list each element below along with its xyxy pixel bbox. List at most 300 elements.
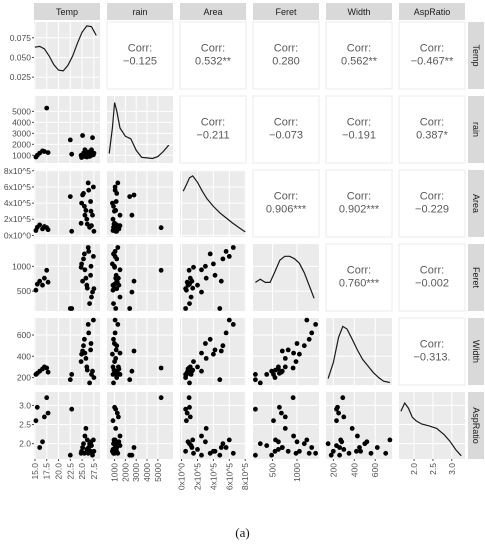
data-point: [187, 381, 192, 386]
data-point: [92, 449, 97, 454]
data-point: [114, 348, 119, 353]
data-point: [283, 365, 288, 370]
data-point: [130, 453, 135, 458]
data-point: [113, 407, 118, 412]
corr-value: 0.760***: [338, 277, 380, 290]
data-point: [183, 407, 188, 412]
corr-label: Corr:: [346, 190, 372, 203]
column-strip-label-Feret: Feret: [275, 7, 297, 17]
data-point: [309, 445, 314, 450]
data-point: [334, 418, 339, 423]
x-tick-label: 6x10^5: [224, 463, 235, 491]
data-point: [302, 343, 307, 348]
x-tick-label: 5000: [152, 463, 163, 482]
data-point: [84, 426, 89, 431]
data-point: [111, 301, 116, 306]
data-point: [213, 449, 218, 454]
corr-label: Corr:: [419, 264, 445, 277]
data-point: [279, 411, 284, 416]
data-point: [199, 267, 204, 272]
data-point: [82, 337, 87, 342]
data-point: [91, 254, 96, 259]
data-point: [37, 279, 42, 284]
data-point: [199, 453, 204, 458]
row-strip-label-Temp: Temp: [471, 44, 481, 67]
x-tick-label: 25.0: [77, 463, 88, 480]
data-point: [294, 359, 299, 364]
data-point: [277, 405, 282, 410]
data-point: [111, 225, 116, 230]
data-point: [295, 341, 300, 346]
y-tick-label: 4000: [12, 117, 31, 128]
y-tick-label: 2000: [12, 139, 31, 150]
data-point: [79, 262, 84, 267]
data-point: [113, 318, 118, 323]
data-point: [86, 188, 91, 193]
data-point: [286, 348, 291, 353]
data-point: [42, 415, 47, 420]
data-point: [111, 418, 116, 423]
data-point: [89, 295, 94, 300]
data-point: [118, 223, 123, 228]
corr-label: Corr:: [419, 338, 445, 351]
data-point: [369, 451, 374, 456]
data-point: [92, 151, 97, 156]
data-point: [189, 372, 194, 377]
y-tick-label: 2.5: [19, 419, 31, 430]
corr-value: 0.906***: [265, 203, 307, 216]
data-point: [89, 223, 94, 228]
corr-value: 0.562**: [340, 55, 378, 68]
data-point: [89, 341, 94, 346]
data-point: [231, 322, 236, 327]
data-point: [85, 286, 90, 291]
data-point: [227, 438, 232, 443]
x-tick-label: 2.5: [427, 463, 438, 475]
data-point: [83, 267, 88, 272]
data-point: [82, 204, 87, 209]
x-tick-label: 17.5: [41, 463, 52, 480]
data-point: [42, 276, 47, 281]
data-point: [85, 368, 90, 373]
data-point: [326, 441, 331, 446]
data-point: [116, 365, 121, 370]
data-point: [88, 199, 93, 204]
data-point: [189, 295, 194, 300]
y-tick-label: 8x10^5: [3, 165, 31, 176]
data-point: [217, 453, 222, 458]
x-tick-label: 600: [370, 463, 381, 478]
data-point: [111, 337, 116, 342]
corr-label: Corr:: [273, 190, 299, 203]
data-point: [295, 439, 300, 444]
data-point: [224, 249, 229, 254]
data-point: [273, 375, 278, 380]
column-strip-label-Area: Area: [203, 7, 223, 17]
corr-label: Corr:: [419, 116, 445, 129]
data-point: [199, 351, 204, 356]
data-point: [113, 185, 118, 190]
corr-label: Corr:: [419, 190, 445, 203]
x-tick-label: 4000: [142, 463, 153, 482]
data-point: [115, 181, 120, 186]
data-point: [227, 318, 232, 323]
data-point: [82, 252, 87, 257]
data-point: [114, 375, 119, 380]
data-point: [92, 375, 97, 380]
y-tick-label: 2x10^5: [3, 214, 31, 225]
data-point: [91, 185, 96, 190]
data-point: [189, 443, 194, 448]
corr-value: 0.532**: [194, 55, 232, 68]
x-tick-label: 1000: [292, 463, 302, 482]
data-point: [307, 337, 312, 342]
data-point: [132, 349, 137, 354]
data-point: [159, 366, 164, 371]
data-point: [132, 193, 137, 198]
data-point: [113, 331, 118, 336]
data-point: [190, 438, 195, 443]
data-point: [213, 273, 218, 278]
data-point: [337, 453, 342, 458]
data-point: [208, 252, 213, 257]
data-point: [86, 331, 91, 336]
data-point: [90, 213, 95, 218]
data-point: [44, 106, 49, 111]
data-point: [69, 229, 74, 234]
x-tick-label: 15.0: [29, 463, 40, 480]
data-point: [350, 426, 355, 431]
data-point: [111, 217, 116, 222]
panel-bg-Temp-Temp: [34, 22, 100, 89]
data-point: [114, 286, 119, 291]
data-point: [183, 449, 188, 454]
data-point: [80, 133, 85, 138]
data-point: [341, 447, 346, 452]
data-point: [283, 426, 288, 431]
data-point: [44, 366, 49, 371]
row-strip-label-AspRatio: AspRatio: [471, 407, 481, 444]
data-point: [253, 453, 258, 458]
data-point: [231, 451, 236, 456]
corr-value: −0.313.: [413, 351, 451, 364]
corr-value: −0.211: [196, 129, 230, 142]
data-point: [35, 405, 40, 410]
corr-value: −0.125: [123, 55, 157, 68]
data-point: [211, 262, 216, 267]
data-point: [283, 415, 288, 420]
x-tick-label: 0x10^0: [176, 463, 187, 491]
column-strip-label-Temp: Temp: [55, 7, 79, 17]
row-strip-label-Width: Width: [471, 339, 481, 364]
data-point: [84, 217, 89, 222]
data-point: [313, 451, 318, 456]
data-point: [334, 407, 339, 412]
data-point: [88, 273, 93, 278]
corr-value: 0.280: [272, 55, 300, 68]
data-point: [291, 351, 296, 356]
data-point: [46, 370, 51, 375]
data-point: [37, 223, 42, 228]
data-point: [297, 449, 302, 454]
x-tick-label: 2.0: [409, 463, 420, 475]
panel-bg-Width-Feret: [253, 318, 319, 385]
data-point: [221, 257, 226, 262]
data-point: [127, 194, 132, 199]
data-point: [40, 283, 45, 288]
data-point: [130, 369, 135, 374]
data-point: [355, 434, 360, 439]
data-point: [81, 343, 86, 348]
data-point: [217, 306, 222, 311]
x-tick-label: 500: [267, 463, 278, 478]
data-point: [221, 441, 226, 446]
data-point: [112, 368, 117, 373]
data-point: [283, 356, 288, 361]
corr-label: Corr:: [127, 42, 153, 55]
y-tick-label: 400: [16, 351, 31, 362]
data-point: [331, 449, 336, 454]
data-point: [89, 443, 94, 448]
data-point: [269, 453, 274, 458]
y-tick-label: 500: [16, 286, 31, 297]
data-point: [217, 377, 222, 382]
data-point: [90, 369, 95, 374]
data-point: [118, 213, 123, 218]
data-point: [204, 356, 209, 361]
data-point: [183, 286, 188, 291]
data-point: [297, 352, 302, 357]
data-point: [112, 264, 117, 269]
corr-label: Corr:: [200, 116, 226, 129]
data-point: [92, 286, 97, 291]
data-point: [37, 445, 42, 450]
column-strip-label-AspRatio: AspRatio: [413, 7, 451, 17]
data-point: [91, 438, 96, 443]
data-point: [338, 438, 343, 443]
data-point: [113, 254, 118, 259]
corr-label: Corr:: [346, 42, 372, 55]
data-point: [191, 265, 196, 270]
data-point: [291, 434, 296, 439]
data-point: [224, 445, 229, 450]
y-tick-label: 200: [16, 372, 31, 383]
data-point: [188, 276, 193, 281]
data-point: [130, 290, 135, 295]
data-point: [280, 349, 285, 354]
corr-label: Corr:: [419, 42, 445, 55]
data-point: [69, 372, 74, 377]
data-point: [227, 254, 232, 259]
data-point: [88, 348, 93, 353]
y-tick-label: 0x10^0: [3, 230, 31, 241]
figure-caption: (a): [235, 525, 250, 540]
data-point: [188, 415, 193, 420]
data-point: [204, 426, 209, 431]
data-point: [190, 368, 195, 373]
y-tick-label: 4x10^5: [3, 198, 31, 209]
data-point: [87, 381, 92, 386]
data-point: [113, 438, 118, 443]
data-point: [159, 395, 164, 400]
x-tick-label: 3000: [131, 463, 142, 482]
data-point: [84, 208, 89, 213]
data-point: [307, 451, 312, 456]
data-point: [34, 288, 39, 293]
corr-label: Corr:: [346, 264, 372, 277]
data-point: [113, 426, 118, 431]
data-point: [354, 449, 359, 454]
data-point: [253, 407, 258, 412]
data-point: [383, 451, 388, 456]
data-point: [69, 306, 74, 311]
data-point: [183, 375, 188, 380]
data-point: [264, 372, 269, 377]
data-point: [190, 286, 195, 291]
data-point: [291, 366, 296, 371]
data-point: [86, 322, 91, 327]
data-point: [113, 356, 118, 361]
data-point: [253, 372, 258, 377]
y-tick-label: 1000: [12, 150, 31, 161]
data-point: [90, 135, 95, 140]
data-point: [213, 348, 218, 353]
data-point: [340, 395, 345, 400]
data-point: [92, 229, 97, 234]
x-tick-label: 2x10^5: [192, 463, 203, 491]
data-point: [159, 225, 164, 230]
column-strip-label-Width: Width: [347, 7, 371, 17]
y-tick-label: 0.050: [9, 52, 31, 63]
y-tick-label: 600: [16, 330, 31, 341]
row-strip-label-Area: Area: [471, 193, 481, 214]
data-point: [203, 439, 208, 444]
data-point: [68, 453, 73, 458]
data-point: [132, 279, 137, 284]
data-point: [130, 213, 135, 218]
corr-value: −0.467**: [410, 55, 454, 68]
y-tick-label: 1000: [12, 261, 31, 272]
data-point: [221, 343, 226, 348]
data-point: [112, 341, 117, 346]
data-point: [115, 245, 120, 250]
data-point: [44, 268, 49, 273]
data-point: [114, 273, 119, 278]
data-point: [40, 439, 45, 444]
data-point: [114, 449, 119, 454]
data-point: [81, 441, 86, 446]
x-tick-label: 3.0: [446, 463, 457, 475]
data-point: [195, 283, 200, 288]
data-point: [199, 369, 204, 374]
data-point: [191, 359, 196, 364]
data-point: [309, 331, 314, 336]
data-point: [204, 276, 209, 281]
panel-bg-Feret-Feret: [253, 244, 319, 311]
data-point: [79, 221, 84, 226]
data-point: [187, 301, 192, 306]
data-point: [208, 337, 213, 342]
corr-value: 0.387*: [416, 129, 448, 142]
data-point: [113, 306, 118, 311]
y-tick-label: 3000: [12, 128, 31, 139]
data-point: [34, 418, 39, 423]
x-tick-label: 400: [349, 463, 360, 478]
y-tick-label: 3.0: [19, 400, 31, 411]
data-point: [46, 411, 51, 416]
data-point: [84, 276, 89, 281]
y-tick-label: 2.0: [19, 438, 31, 449]
data-point: [127, 377, 132, 382]
data-point: [253, 377, 258, 382]
data-point: [219, 279, 224, 284]
x-tick-label: 1000: [109, 463, 120, 482]
data-point: [132, 445, 137, 450]
data-point: [208, 451, 213, 456]
data-point: [365, 439, 370, 444]
data-point: [347, 451, 352, 456]
x-tick-label: 20.0: [53, 463, 64, 480]
data-point: [187, 395, 192, 400]
data-point: [86, 249, 91, 254]
data-point: [46, 150, 51, 155]
data-point: [83, 351, 88, 356]
data-point: [334, 443, 339, 448]
data-point: [46, 280, 51, 285]
corr-value: −0.002: [415, 277, 449, 290]
data-point: [68, 194, 73, 199]
x-tick-label: 200: [328, 463, 339, 478]
data-point: [203, 341, 208, 346]
corr-value: 0.902***: [338, 203, 380, 216]
data-point: [185, 280, 190, 285]
y-tick-label: 6x10^5: [3, 181, 31, 192]
data-point: [111, 204, 116, 209]
data-point: [114, 229, 119, 234]
data-point: [91, 318, 96, 323]
row-strip-label-rain: rain: [471, 121, 481, 138]
data-point: [279, 370, 284, 375]
x-tick-label: 27.5: [88, 463, 99, 480]
data-point: [219, 349, 224, 354]
data-point: [159, 268, 164, 273]
data-point: [203, 264, 208, 269]
data-point: [118, 443, 123, 448]
x-tick-label: 22.5: [65, 463, 76, 480]
data-point: [79, 359, 84, 364]
data-point: [68, 138, 73, 143]
data-point: [187, 268, 192, 273]
data-point: [304, 438, 309, 443]
x-tick-label: 4x10^5: [208, 463, 219, 491]
data-point: [291, 395, 296, 400]
data-point: [271, 418, 276, 423]
data-point: [195, 447, 200, 452]
corr-value: −0.073: [269, 129, 303, 142]
y-tick-label: 5000: [12, 106, 31, 117]
corr-label: Corr:: [200, 42, 226, 55]
data-point: [84, 356, 89, 361]
data-point: [86, 181, 91, 186]
x-tick-label: 8x10^5: [240, 463, 251, 491]
data-point: [118, 351, 123, 356]
data-point: [258, 381, 263, 386]
panel-bg-rain-rain: [107, 96, 173, 163]
data-point: [191, 451, 196, 456]
data-point: [286, 449, 291, 454]
data-point: [69, 152, 74, 157]
data-point: [44, 395, 49, 400]
